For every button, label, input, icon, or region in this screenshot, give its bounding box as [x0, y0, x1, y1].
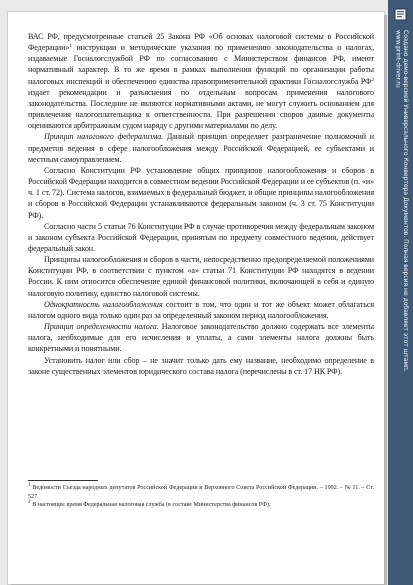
paragraph-2	[28, 131, 374, 164]
paragraph-7-text: Налоговое законодательство должно содержать все элементы налога, необходимые для его исчисления и уплаты, а сами элементы налога должны быть конкретными и понятными.	[28, 322, 375, 354]
footnote-1-number: 1	[28, 482, 31, 488]
document-body	[28, 31, 374, 377]
footnote-2-text: В настоящее время Федеральная налоговая служба (в составе Министерства финансов РФ).	[30, 502, 271, 509]
paragraph-8: Установить налог или сбор – не значит только дать ему название, необходимо определение в законе существенных элементов юридического состава налога (перечислены в ст. 17 НК РФ).	[28, 355, 374, 376]
paragraph-2-text: Данный принцип определяет разграничение полномочий и предметов ведения в сфере налогообложения между Российской Федерацией, ее субъектами и местным самоуправлением.	[28, 132, 374, 164]
watermark-text	[392, 30, 409, 450]
paragraph-1-text-a: ВАС РФ, предусмотренные статьей 25 Закона РФ «Об основах налоговой системы в Российской Федерации»	[28, 32, 374, 53]
paragraph-2-heading: Принцип налогового федерализма.	[44, 132, 164, 142]
watermark-line-1: Создано демо-версией Универсального Конвертера Документов. Полная версия не добавляет этот штамп.	[402, 30, 409, 372]
footnote-divider	[28, 480, 98, 481]
footnote-ref-2[interactable]: 2	[371, 76, 374, 83]
footnote-2-number: 2	[28, 499, 31, 506]
paragraph-6-heading: Однократность налогообложения	[44, 299, 163, 309]
footnote-1	[28, 484, 374, 501]
paragraph-7-heading: Принцип определенности налога.	[44, 322, 159, 332]
paragraph-6	[28, 299, 374, 321]
paragraph-7	[28, 321, 374, 354]
footnotes	[28, 484, 374, 510]
paragraph-1-text-b: инструкции и методические указания по применению законодательства о налогах, издаваемые Госналогслужбой РФ по согласованию с Министерством финансов РФ, имеют нормативный характер. В то же время в рамках выполнения функций по организации работы налоговых инспекций и обеспечению единства правоприменительной практики Госналогслужба РФ	[28, 43, 374, 86]
paragraph-6-text: состоит в том, что один и тот же объект может облагаться налогом одного вида только один раз за определенный законом период налогообложения.	[28, 299, 374, 320]
footnote-1-text: Ведомости Съезда народных депутатов Российской Федерации и Верховного Совета Российской Федерации. – 1992. – № 11. – Ст. 527.	[28, 485, 374, 500]
paragraph-1	[28, 31, 374, 131]
watermark-link[interactable]: www.print-driver.ru	[394, 30, 402, 88]
paragraph-4: Согласно части 5 статьи 76 Конституции РФ в случае противоречия между федеральным законом и законом субъекта Российской Федерации, принятым по предмету совместного ведения, действует федеральный закон.	[28, 221, 374, 253]
paragraph-1-text-c: издает рекомендации и разъяснения по отдельным вопросам применения налогового законодательства. Последние не являются нормативными актами, не могут служить основанием для привлечения налогоплательщика к ответственности. При разрешении споров данные документы оцениваются арбитражным судом наряду с другими материалами по делу.	[28, 87, 374, 131]
paragraph-5: Принципы налогообложения и сборов в части, непосредственно предопределяемой положениями Конституции РФ, в соответствии с пунктом «а» статьи 71 Конституции РФ находятся в ведении России. К ним относится обеспечение единой финансовой политики, включающей в себя и единую налоговую политику, единство налоговой системы.	[28, 255, 374, 298]
demo-watermark-sidebar	[388, 0, 413, 585]
paragraph-3: Согласно Конституции РФ установление общих принципов налогообложения и сборов в Российской Федерации находится в совместном ведении Российской Федерации и ее субъектов (п. «и» ч. 1 ст. 72). Система налогов, взимаемых в федеральный бюджет, и общие принципы налогообложения и сборов в Российской Федерации устанавливаются федеральным законом (ч. 3 ст. 75 Конституции РФ).	[28, 165, 374, 220]
document-converter-icon	[394, 8, 407, 21]
footnote-ref-1[interactable]: 1	[69, 43, 72, 50]
footnote-2	[28, 501, 374, 510]
